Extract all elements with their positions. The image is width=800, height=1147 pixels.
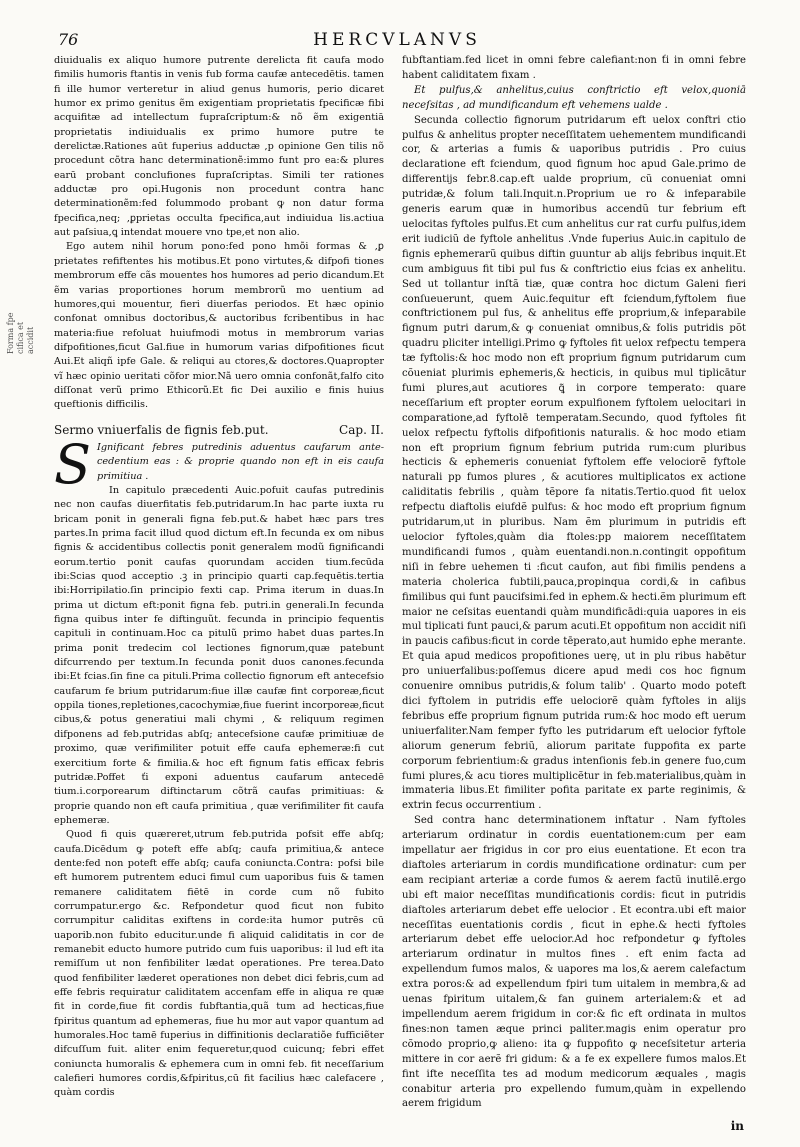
right-paragraph-2: Secunda collectio fignorum putridarum eft uelox conftri ctio pulfus & anhelitus propter neceſſitatem uehementem mundificandi cor, & arterias a fumis & uaporibus putridis . Pro cuius declaratione eft fciendum, quod fignum hoc apud Gale.primo de differentijs febr.8.cap.eft ualde proprium, cũ conueniat omni putridæ,& folum tali.Inquit.n.Proprium ue ro & infeparabile generis earum quæ in humoribus accendũ tur febrium eft uelocitas fyftoles pulfus.Et cum anhelitus cur rat curfu pulfus,idem erit iudiciũ de fyftole anhelitus .Vnde fuperius Auic.in capitulo de fignis ephemerarũ quibus diftin guuntur ab alijs febribus inquit.Et cum ambiguus fit tibi pul fus & conftrictio eius fcias ex anhelitu. Sed ut tollantur inſtã tiæ, quæ contra hoc dictum Galeni fieri conſueuerunt, quem Auic.fequitur eft fciendum,fyftolem fiue conftrictionem pul fus, & anhelitus effe proprium,& infeparabile fignum putri darum,& ꝙ conueniat omnibus,& folis putridis põt quadru pliciter intelligi.Primo ꝙ fyftoles fit uelox refpectu tempera tæ fyftolis:& hoc modo non eft proprium fignum putridarum cum cõueniat plurimis ephemeris,& hecticis, in quibus mul tiplicātur fumi plures,aut acutiores ꝗ̃ in corpore temperato: quare neceſſarium eft propter eorum expulfionem fyftolem uelocitari in comparatione,ad fyftolē temperatam.Secundo, quod fyftoles fit uelox refpectu fyftolis difpofitionis naturalis. & hoc modo etiam non eft proprium fignum febrium putrida rum:cum pluribus hecticis & ephemeris conueniat fyftolem effe velociorẽ fyftole naturali pp fumos plures , & acutiores multiplicatos ex actione caliditatis febrilis , quàm tẽpore fa nitatis.Tertio.quod fit uelox refpectu diaftolis eiufdẽ pulfus: & hoc modo eft proprium fignum putridarum,ut in pluribus. Nam ẽm plurimum in putridis eft uelocior fyftoles,quàm dia ftoles:pp maiorem neceſſitatem mundificandi fumos , quàm euentandi.non.n.contingit oppofitum niſi in febre uehemen ti :ficut caufon, aut fibi fimilis pendens a materia cholerica fubtili,pauca,propinqua cordi,& in cafibus fimilibus qui funt paucifsimi.fed in ephem.& hecti.ẽm plurimum eft maior ne ceſsitas euentandi quàm mundificādi:quia uapores in eis mul tiplicati funt pauci,& parum acuti.Et oppofitum non accidit niſi in paucis cafibus:ficut in corde tēperato,aut humido ephe merante. Et quia apud medicos propofitiones uerę, ut in plu ribus habētur pro uniuerfalibus:poſſemus dicere apud medi cos hoc fignum conuenire omnibus putridis,& folum talib' . Quarto modo poteft dici fyftolem in putridis effe uelociorẽ quàm fyftoles in alijs febribus effe proprium fignum putrida rum:& hoc modo eft uerum uniuerfaliter.Nam femper fyfto les putridarum eft uelocior fyftole aliorum generum febriũ, aliorum paritate fuppofita ex parte corporum febrientium:& gradus intenſionis feb.in genere fuo,cum fumi plures,& acu tiores multiplicẽtur in feb.materialibus,quàm in immateria libus.Et fimiliter pofita paritate ex parte reginimis, & extrin fecus occurrentium . [402, 114, 746, 812]
chapter-number: Cap. II. [339, 422, 384, 437]
chapter-heading [54, 423, 384, 437]
right-column [402, 54, 746, 1112]
chapter-title: Sermo vniuerfalis de fignis feb.put. [54, 422, 269, 437]
right-paragraph-3: Sed contra hanc determinationem inftatur . Nam fyftoles arteriarum ordinatur in cordis euentationem:cum per eam impellatur aer frigidus in cor pro eius euentatione. Et econ tra diaftoles arteriarum in cordis mundificatione ordinatur: cum per eam recipiant arteriæ a corde fumos & aerem factũ inutilẽ.ergo ubi eft maior neceſſitas mundificationis cordis: ficut in putridis diaftoles arteriarum debet effe uelocior . Et econtra.ubi eft maior neceſſitas euentationis cordis , ficut in ephe.& hecti fyftoles arteriarum debet effe uelocior.Ad hoc refpondetur ꝙ fyftoles arteriarum ordinatur in multos fines . eft enim facta ad expellendum fumos malos, & uapores ma los,& aerem calefactum extra poros:& ad expellendum fpiri tum uitalem in membra,& ad uenas fpiritum uitalem,& fan guinem arterialem:& et ad impellendum aerem frigidum in cor:& fic eft ordinata in multos fines:non tamen æque princi paliter.magis enim operatur pro cõmodo proprio,ꝙ alieno: ita ꝙ fuppofito ꝙ neceſsitetur arteria mittere in cor aerẽ fri gidum: & a fe ex expellere fumos malos.Et fint ifte neceſſita tes ad modum medicorum æquales , magis conabitur arteria pro expellendo fumum,quàm in expellendo aerem frigidum [402, 815, 746, 1110]
left-column [54, 54, 384, 1101]
left-paragraph-2: Ego autem nihil horum pono:fed pono hmõi formas & ,ꝑ prietates refiftentes his motibus.Et pono virtutes,& difpofi tiones membrorum effe cãs mouentes hos humores ad perio dicandum.Et ẽm varias proportiones horum membrorũ mo uentium ad humores,qui mouentur, fieri diuerfas periodos. Et hæc opinio confonat omnibus doctoribus,& auctoribus fcribentibus in hac materia:fiue refoluat huiufmodi motus in membrorum varias difpofitiones,ficut Gal.fiue in humorum varias difpofitiones ficut Aui.Et aliqñ ipfe Gale. & reliqui au ctores,& doctores.Quapropter vĩ hæc opinio ueritati cõfor mior.Nã uero omnia confonãt,falfo cito diſſonat verũ primo Ethicorũ.Et fic Dei auxilio e finis huius queftionis difficilis. [54, 241, 384, 411]
left-paragraph-3: In capitulo præcedenti Auic.pofuit caufas putredinis nec non caufas diuerfitatis feb.putridarum.In hac parte iuxta ru bricam ponit in generali figna feb.put.& habet hæc pars tres partes.In prima facit illud quod dictum eft.In fecunda ex om nibus fignis & accidentibus collectis ponit generalem modũ fignificandi eorum.tertio ponit caufas quorundam acciden tium.fecūda ibi:Scias quod acceptio .ꝫ in principio quarti cap.fequētis.tertia ibi:Horripilatio.ſin principio fexti cap. Prima iterum in duas.In prima ut dictum eft:ponit figna feb. putri.in generali.In fecunda figna quibus inter fe diftinguũt. fecunda in principio fequentis capituli in continuam.Hoc ca pitulũ primo habet duas partes.In prima ponit tredecim col lectiones fignorum,quæ patebunt difcurrendo per textum.In fecunda ponit duos canones.fecunda ibi:Et fcias.ſin fine ca pituli.Prima collectio fignorum eft antecefsio caufarum fe brium putridarum:fiue illæ caufæ fint corporeæ,ficut oppila tiones,repletiones,cacochymiæ,fiue fuerint incorporeæ,ficut cibus,& potus generatiui mali chymi , & reliquum regimen difponens ad feb.putridas abſq; antecefsione caufæ primitiuæ de proximo, quæ verifimiliter potuit effe caufa ephemeræ:fi cut exercitium forte & fimilia.& hoc eft fignum fatis efficax febris putridæ.Poffet ťi exponi aduentus caufarum antecedē tium.i.corporearum diftinctarum cõtrã caufas primitiuas: & proprie quando non eft caufa primitiua , quæ verifimiliter fit caufa ephemeræ. [54, 484, 384, 826]
folio-number: 76 [58, 30, 79, 49]
drop-cap: S [54, 432, 91, 496]
lemma-text: Ignificant febres putredinis aduentus caufarum ante- cedentium eas : & proprie quando non eft in eis caufa primitiua . [97, 441, 384, 482]
right-lemma: Et pulfus,& anhelitus,cuius conftrictio eft velox,quoniā neceſsitas , ad mundificandum eft vehemens ualde . [402, 84, 746, 111]
catchword: in [730, 1119, 744, 1133]
left-paragraph-4: Quod fi quis quæreret,utrum feb.putrida pofsit effe abſq; caufa.Dicēdum ꝙ poteft effe abſq; caufa primitiua,& antece dente:fed non poteft effe abſq; caufa coniuncta.Contra: pofsi bile eft humorem putrentem educi fimul cum uaporibus fuis & tamen remanere caliditatem fiētē in corde cum nõ fubito corrumpatur.ergo &c. Refpondetur quod ficut non fubito corrumpitur caliditas exiftens in corde:ita humor putrēs cū uaporib.non fubito educitur.unde fi aliquid caliditatis in cor de remanebit educto humore putrido cum fuis uaporibus: il lud eft ita remiſſum ut non fenfibiliter lædat operationes. Pre terea.Dato quod fenfibiliter læderet operationes non debet dici febris,cum ad effe febris requiratur caliditatem accenfam effe in aliqua re quæ fit in corde,fiue fit cordis fubftantia,quã tum ad hecticas,fiue fpiritus quantum ad ephemeras, fiue hu mor aut vapor quantum ad humorales.Hoc tamē fuperius in diffinitionis declaratiõe fufficiẽter difcuſſum fuit. aliter enim fequeretur,quod cuicunq; febri effet coniuncta humoralis & ephemera cum in omni feb. fit neceſſarium calefieri humores cordis,&fpiritus,cū fit facilius hæc calefacere , quàm cordis [54, 829, 384, 1099]
right-paragraph-1: fubftantiam.fed licet in omni febre calefiant:non ťi in omni febre habent caliditatem fixam . [402, 55, 746, 81]
page-header [54, 30, 740, 52]
left-paragraph-1: diuidualis ex aliquo humore putrente derelicta fit caufa modo fimilis humoris ftantis in venis fub forma caufæ antecedētis. tamen fi ille humor verteretur in aliud genus humoris, perio dicaret humor ex primo genitus ẽm exigentiam proprietatis fpecificæ fibi acquifitæ ad intellectum fupraſcriptum:& nõ ẽm exigentiā proprietatis indiuidualis ex primo humore putre te derelictæ.Rationes aūt fuperius adductæ ,p opinione Gen tilis nõ procedunt cõtra hanc determinationẽ:immo funt pro ea:& plures earū probant conclufiones fupraſcriptas. Simili ter rationes adductæ pro opi.Hugonis non procedunt contra hanc determinationẽm:fed folummodo probant ꝙ non datur forma fpecifica,neq; ,ꝑprietas occulta fpecifica,aut indiuidua lis.actiua aut paſsiua,ꝗ intendat mouere vno tpe,et non alio. [54, 55, 384, 239]
chapter-lemma [54, 432, 384, 496]
marginal-note: Forma fpe cifica et accidit [6, 312, 35, 354]
running-head: HERCVLANVS [313, 30, 481, 50]
